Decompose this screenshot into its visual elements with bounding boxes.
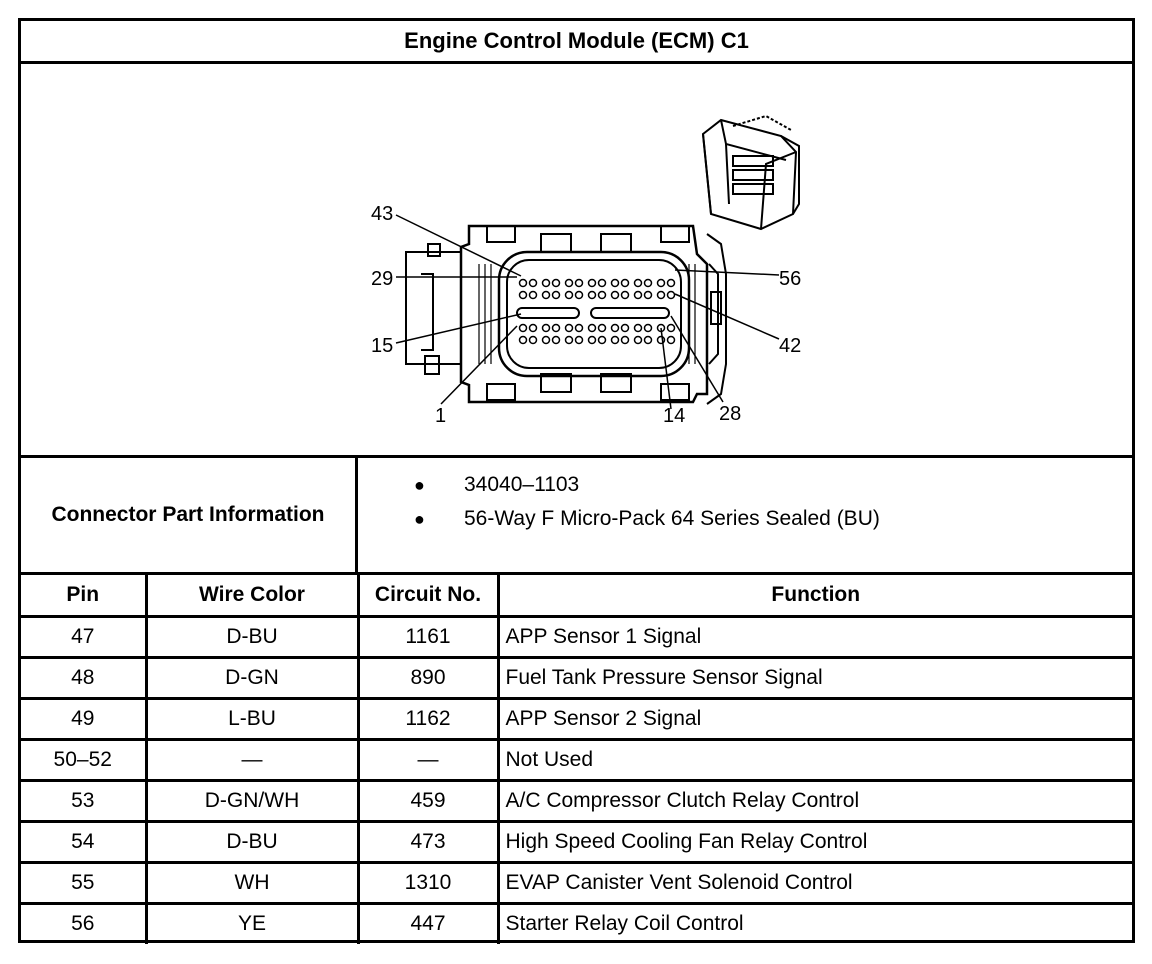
cell-pin: 53 <box>21 780 146 821</box>
cell-circuit-no: — <box>358 739 498 780</box>
pin-label-43: 43 <box>371 203 394 225</box>
bullet-icon: ● <box>414 475 425 495</box>
list-item <box>358 502 1132 536</box>
cell-pin: 55 <box>21 862 146 903</box>
cell-wire-color: D-GN <box>146 657 358 698</box>
cell-function: EVAP Canister Vent Solenoid Control <box>498 862 1132 903</box>
table-row <box>21 698 1132 739</box>
cell-function: APP Sensor 1 Signal <box>498 616 1132 657</box>
cell-circuit-no: 890 <box>358 657 498 698</box>
column-header-circuit-no: Circuit No. <box>358 575 498 616</box>
column-header-wire-color: Wire Color <box>146 575 358 616</box>
cell-circuit-no: 459 <box>358 780 498 821</box>
pin-label-28: 28 <box>719 403 742 425</box>
cell-wire-color: D-BU <box>146 821 358 862</box>
connector-part-info-label: Connector Part Information <box>21 458 358 572</box>
connector-drawing <box>21 64 1132 455</box>
cell-circuit-no: 447 <box>358 903 498 944</box>
cell-circuit-no: 1161 <box>358 616 498 657</box>
cell-wire-color: D-BU <box>146 616 358 657</box>
bullet-icon: ● <box>414 509 425 529</box>
table-row <box>21 739 1132 780</box>
table-row <box>21 780 1132 821</box>
pin-label-1: 1 <box>435 405 447 427</box>
column-header-pin: Pin <box>21 575 146 616</box>
cell-function: Starter Relay Coil Control <box>498 903 1132 944</box>
table-row <box>21 903 1132 944</box>
cell-pin: 54 <box>21 821 146 862</box>
connector-description: 56-Way F Micro-Pack 64 Series Sealed (BU) <box>464 507 880 530</box>
pin-label-56: 56 <box>779 268 802 290</box>
pin-table <box>21 575 1132 944</box>
table-row <box>21 657 1132 698</box>
cell-wire-color: L-BU <box>146 698 358 739</box>
cell-pin: 49 <box>21 698 146 739</box>
cell-function: Fuel Tank Pressure Sensor Signal <box>498 657 1132 698</box>
pin-label-29: 29 <box>371 268 394 290</box>
connector-sheet <box>18 18 1135 943</box>
connector-diagram <box>21 64 1132 458</box>
cell-wire-color: WH <box>146 862 358 903</box>
part-number: 34040–1103 <box>464 473 580 496</box>
column-header-function: Function <box>498 575 1132 616</box>
table-row <box>21 821 1132 862</box>
cell-function: Not Used <box>498 739 1132 780</box>
cell-pin: 48 <box>21 657 146 698</box>
table-row <box>21 862 1132 903</box>
cell-wire-color: D-GN/WH <box>146 780 358 821</box>
cell-function: APP Sensor 2 Signal <box>498 698 1132 739</box>
table-row <box>21 616 1132 657</box>
list-item <box>358 468 1132 502</box>
pin-label-42: 42 <box>779 335 802 357</box>
cell-circuit-no: 1162 <box>358 698 498 739</box>
cell-circuit-no: 473 <box>358 821 498 862</box>
pin-label-14: 14 <box>663 405 686 427</box>
cell-function: High Speed Cooling Fan Relay Control <box>498 821 1132 862</box>
cell-pin: 56 <box>21 903 146 944</box>
pin-label-15: 15 <box>371 335 394 357</box>
cell-pin: 47 <box>21 616 146 657</box>
page-title: Engine Control Module (ECM) C1 <box>21 21 1132 64</box>
connector-part-info-list <box>358 458 1132 572</box>
connector-isometric-image <box>703 116 799 229</box>
cell-circuit-no: 1310 <box>358 862 498 903</box>
table-header-row <box>21 575 1132 616</box>
cell-pin: 50–52 <box>21 739 146 780</box>
cell-wire-color: — <box>146 739 358 780</box>
connector-part-info <box>21 458 1132 575</box>
pin-holes <box>520 280 675 344</box>
cell-function: A/C Compressor Clutch Relay Control <box>498 780 1132 821</box>
cell-wire-color: YE <box>146 903 358 944</box>
connector-face <box>406 226 726 404</box>
